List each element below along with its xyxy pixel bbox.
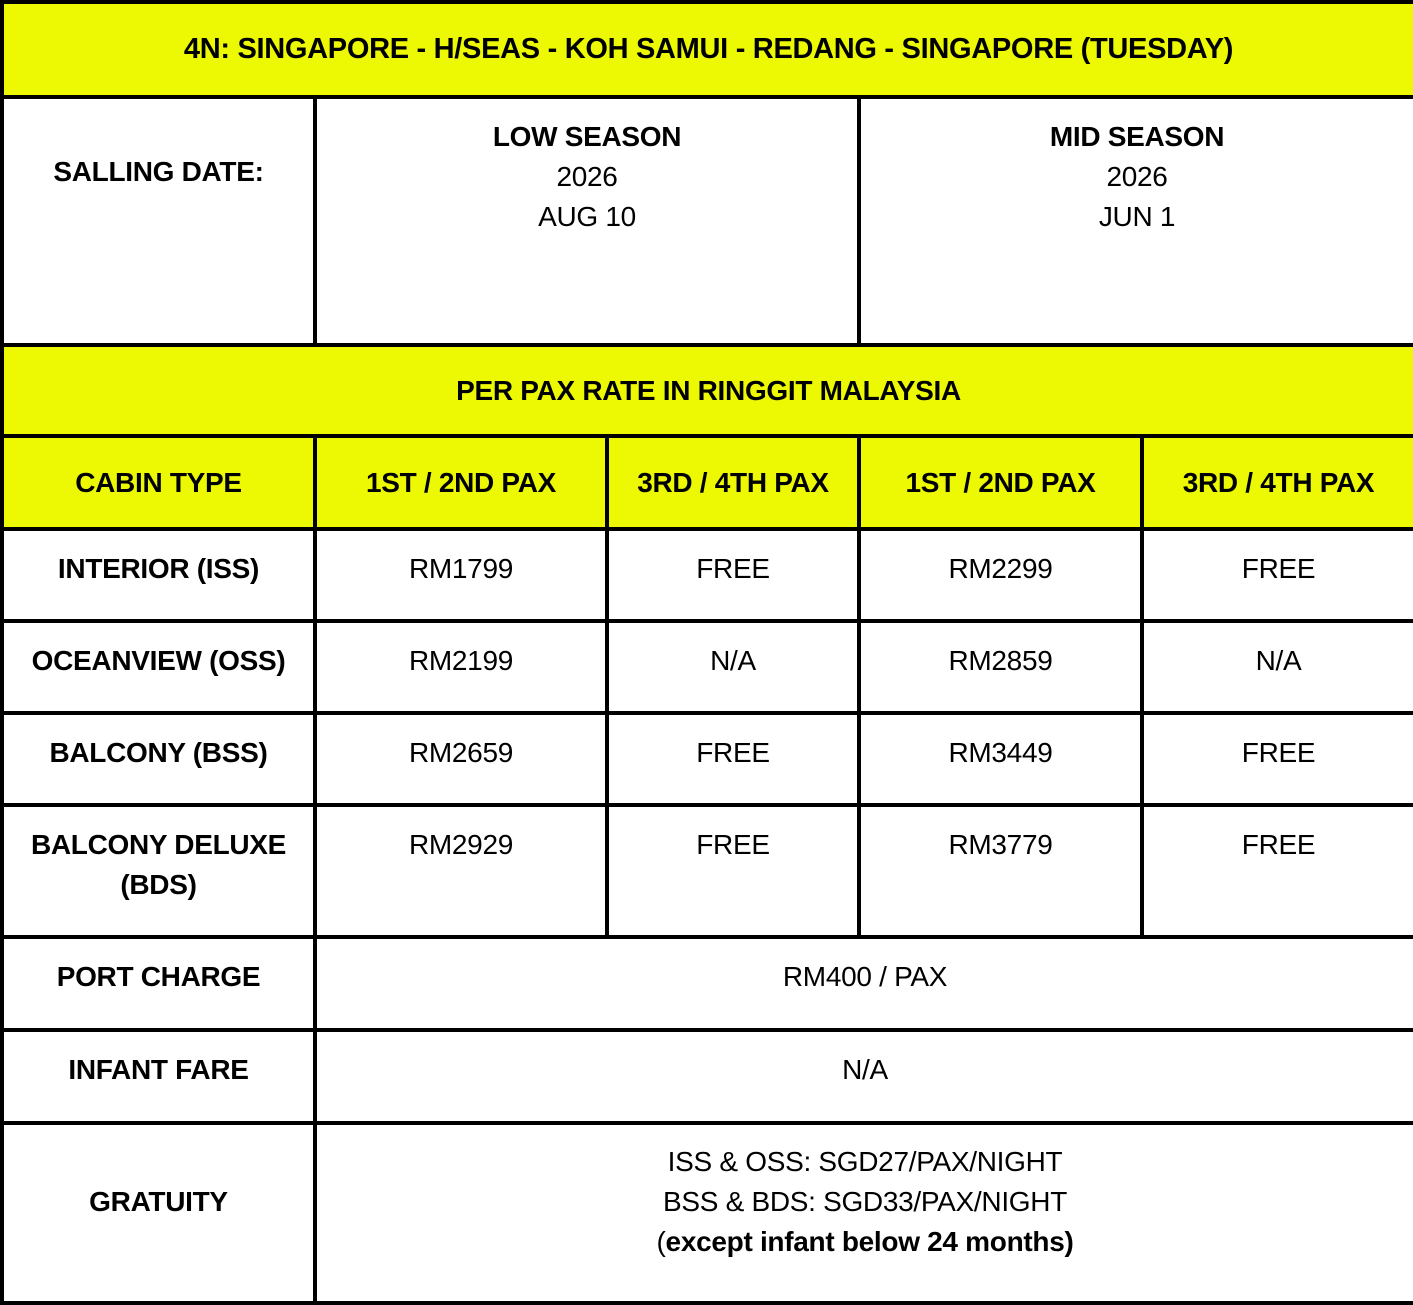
title-row [2, 2, 1413, 97]
fare-value: RM2929 [315, 805, 607, 937]
fare-value: FREE [1142, 805, 1413, 937]
header-3rd-4th-pax-low: 3RD / 4TH PAX [607, 436, 859, 529]
fare-row-balcony-deluxe [2, 805, 1413, 937]
fare-row-interior [2, 529, 1413, 621]
sailing-date-row [2, 97, 1413, 345]
gratuity-line-bss-bds: BSS & BDS: SGD33/PAX/NIGHT [662, 1186, 1068, 1217]
mid-season-date: JUN 1 [1098, 201, 1176, 232]
fare-row-oceanview [2, 621, 1413, 713]
gratuity-line-iss-oss: ISS & OSS: SGD27/PAX/NIGHT [667, 1146, 1063, 1177]
mid-season-cell [859, 97, 1413, 345]
fare-value: FREE [607, 529, 859, 621]
gratuity-row [2, 1123, 1413, 1303]
cruise-title: 4N: SINGAPORE - H/SEAS - KOH SAMUI - REDANG - SINGAPORE (TUESDAY) [2, 2, 1413, 97]
port-charge-label: PORT CHARGE [2, 937, 315, 1030]
header-1st-2nd-pax-low: 1ST / 2ND PAX [315, 436, 607, 529]
fare-value: FREE [607, 805, 859, 937]
gratuity-note-paren: ( [656, 1226, 666, 1257]
sailing-date-label: SALLING DATE: [2, 97, 315, 345]
fare-value: RM2199 [315, 621, 607, 713]
fare-value: RM3779 [859, 805, 1142, 937]
gratuity-label: GRATUITY [2, 1123, 315, 1303]
cabin-name: INTERIOR (ISS) [2, 529, 315, 621]
low-season-cell [315, 97, 859, 345]
fare-value: FREE [1142, 713, 1413, 805]
per-pax-rate-banner: PER PAX RATE IN RINGGIT MALAYSIA [2, 345, 1413, 436]
fare-value: RM2859 [859, 621, 1142, 713]
fare-value: RM3449 [859, 713, 1142, 805]
rate-banner-row [2, 345, 1413, 436]
mid-season-year: 2026 [1106, 161, 1168, 192]
fare-value: FREE [1142, 529, 1413, 621]
header-1st-2nd-pax-mid: 1ST / 2ND PAX [859, 436, 1142, 529]
cabin-name: OCEANVIEW (OSS) [2, 621, 315, 713]
fare-value: RM1799 [315, 529, 607, 621]
infant-fare-value: N/A [315, 1030, 1413, 1123]
port-charge-value: RM400 / PAX [315, 937, 1413, 1030]
port-charge-row [2, 937, 1413, 1030]
fare-row-balcony [2, 713, 1413, 805]
header-cabin-type: CABIN TYPE [2, 436, 315, 529]
fare-value: N/A [1142, 621, 1413, 713]
cabin-name: BALCONY (BSS) [2, 713, 315, 805]
fare-value: N/A [607, 621, 859, 713]
low-season-name: LOW SEASON [492, 121, 682, 152]
mid-season-name: MID SEASON [1049, 121, 1225, 152]
fare-value: RM2299 [859, 529, 1142, 621]
low-season-year: 2026 [556, 161, 618, 192]
gratuity-note-text: except infant below 24 months) [665, 1226, 1074, 1257]
gratuity-details [315, 1123, 1413, 1303]
fare-value: RM2659 [315, 713, 607, 805]
low-season-date: AUG 10 [538, 201, 636, 232]
header-3rd-4th-pax-mid: 3RD / 4TH PAX [1142, 436, 1413, 529]
column-header-row [2, 436, 1413, 529]
cabin-name: BALCONY DELUXE (BDS) [2, 805, 315, 937]
fare-value: FREE [607, 713, 859, 805]
infant-fare-row [2, 1030, 1413, 1123]
gratuity-infant-note [317, 1222, 1413, 1262]
infant-fare-label: INFANT FARE [2, 1030, 315, 1123]
